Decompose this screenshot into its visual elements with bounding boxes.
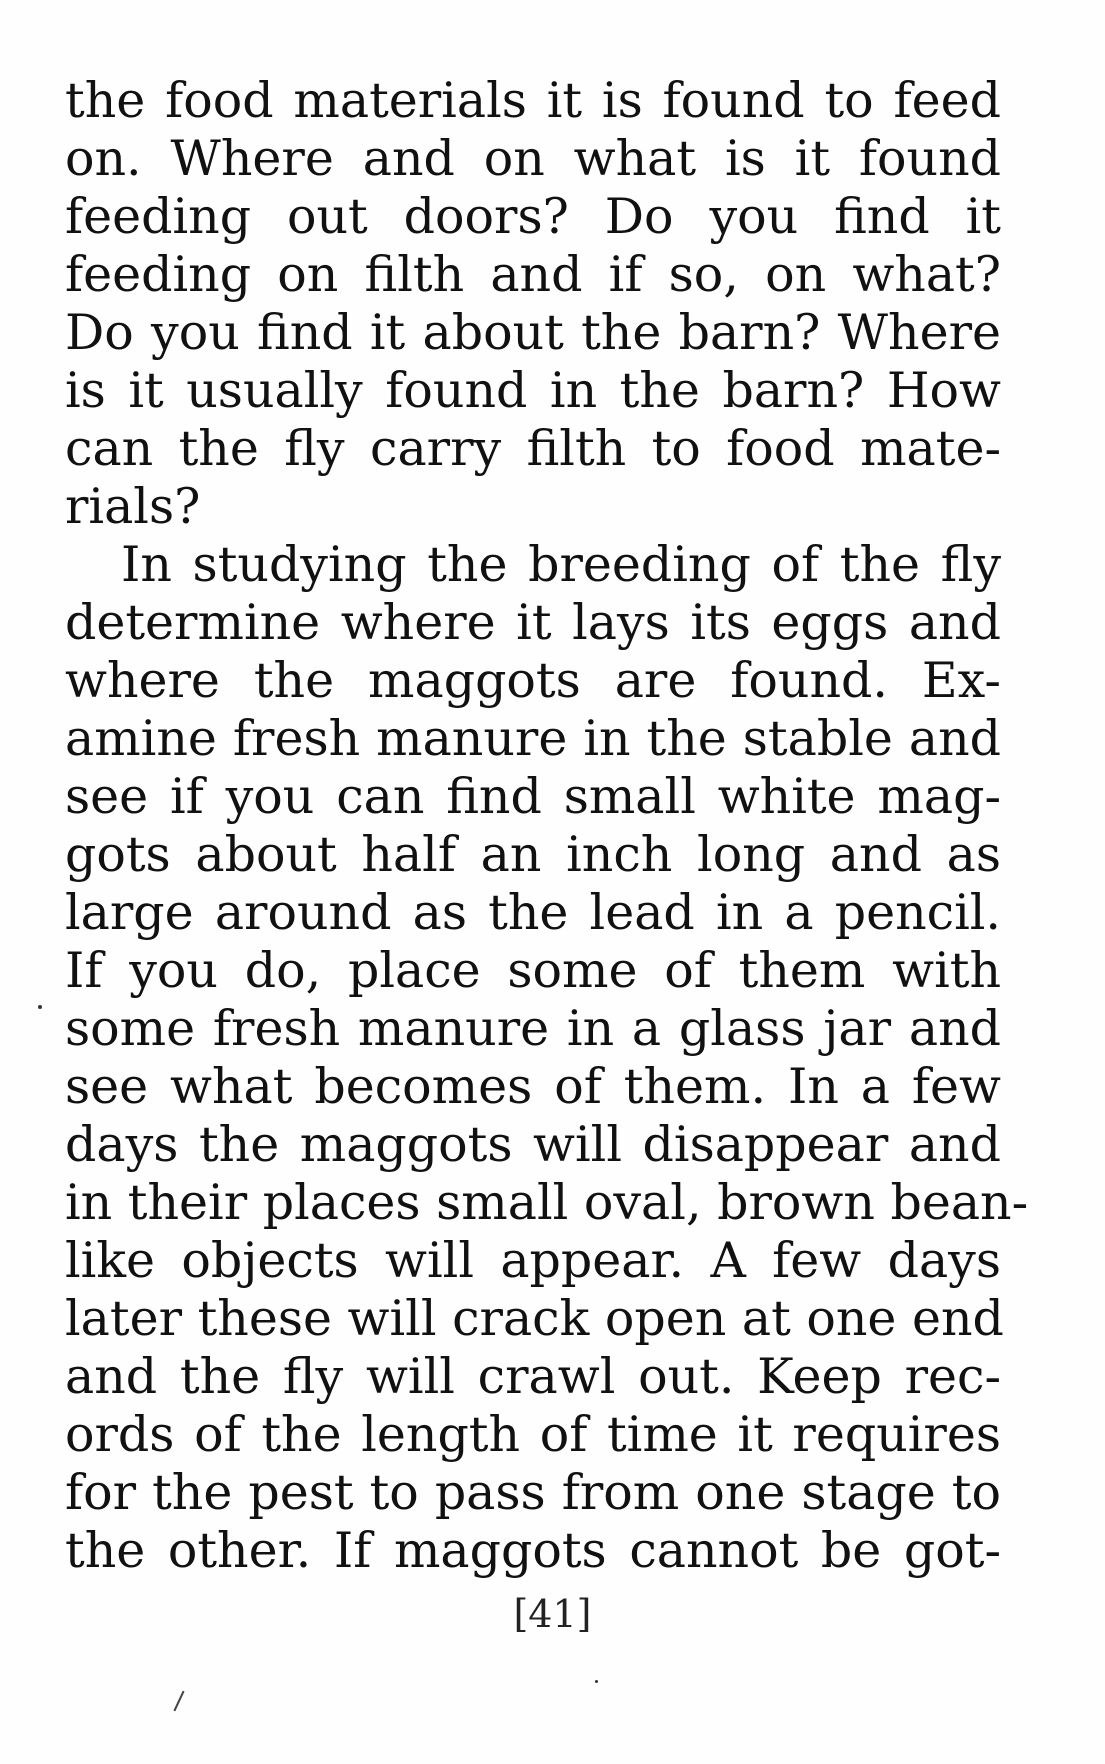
text-line: If you do, place some of them with bbox=[65, 942, 1001, 999]
text-line: see if you can find small white mag- bbox=[65, 768, 1001, 825]
text-line: in their places small oval, brown bean- bbox=[65, 1174, 1029, 1231]
text-line: some fresh manure in a glass jar and bbox=[65, 1000, 1001, 1057]
text-line: the other. If maggots cannot be got- bbox=[65, 1522, 1001, 1579]
text-line: feeding out doors? Do you find it bbox=[65, 188, 1001, 245]
text-line: like objects will appear. A few days bbox=[65, 1232, 1001, 1289]
body-text bbox=[65, 72, 1029, 1580]
text-line: large around as the lead in a pencil. bbox=[65, 884, 1001, 941]
text-line: the food materials it is found to feed bbox=[65, 72, 1001, 129]
text-line: Do you find it about the barn? Where bbox=[65, 304, 1001, 361]
text-line: can the fly carry filth to food mate- bbox=[65, 420, 1001, 477]
text-line: see what becomes of them. In a few bbox=[65, 1058, 1001, 1115]
text-line: gots about half an inch long and as bbox=[65, 826, 1001, 883]
text-line: days the maggots will disappear and bbox=[65, 1116, 1001, 1173]
scan-speck bbox=[595, 1680, 598, 1683]
text-line: rials? bbox=[65, 478, 201, 535]
page-number: [41] bbox=[513, 1592, 592, 1636]
text-line: later these will crack open at one end bbox=[65, 1290, 1004, 1347]
paragraph-start-line: In studying the breeding of the fly bbox=[121, 536, 1001, 593]
text-line: amine fresh manure in the stable and bbox=[65, 710, 1001, 767]
text-line: where the maggots are found. Ex- bbox=[65, 652, 1001, 709]
scan-mark bbox=[173, 1691, 184, 1712]
text-line: determine where it lays its eggs and bbox=[65, 594, 1001, 651]
text-line: is it usually found in the barn? How bbox=[65, 362, 1001, 419]
text-line: and the fly will crawl out. Keep rec- bbox=[65, 1348, 1001, 1405]
text-line: on. Where and on what is it found bbox=[65, 130, 1001, 187]
scan-speck bbox=[38, 1005, 42, 1009]
text-line: for the pest to pass from one stage to bbox=[65, 1464, 1001, 1521]
text-line: ords of the length of time it requires bbox=[65, 1406, 1001, 1463]
text-line: feeding on filth and if so, on what? bbox=[65, 246, 1001, 303]
